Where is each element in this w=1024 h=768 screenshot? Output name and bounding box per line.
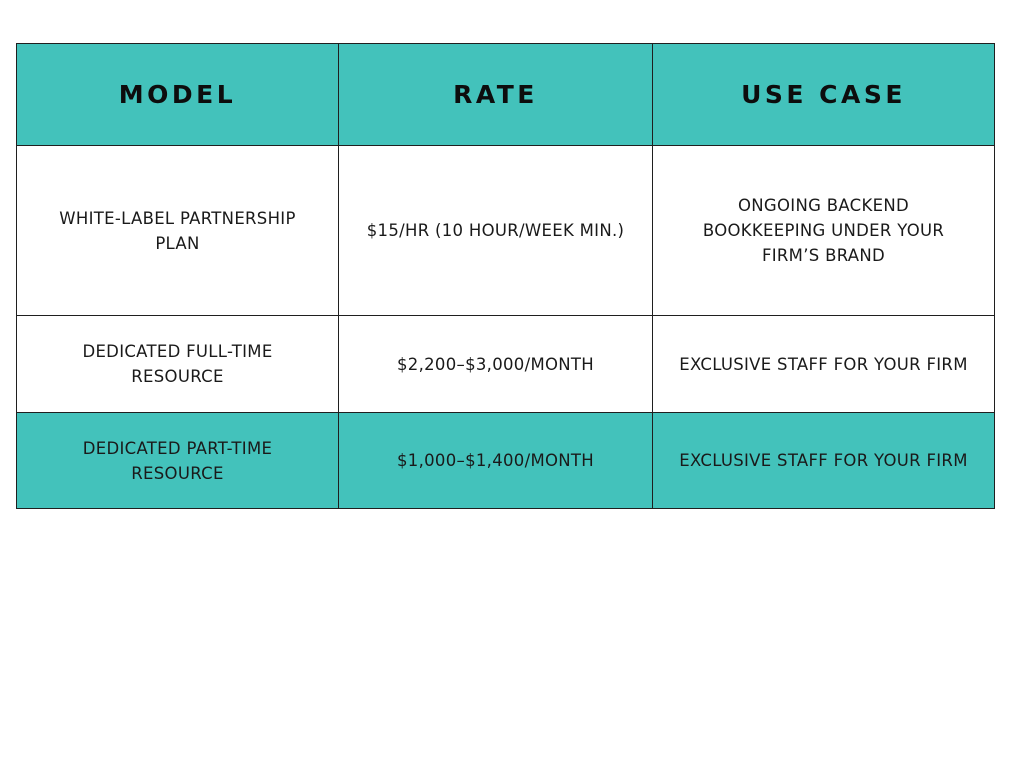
model-text: WHITE-LABEL PARTNERSHIP PLAN	[59, 208, 296, 253]
model-cell	[17, 413, 339, 509]
use-case-cell	[653, 413, 995, 509]
model-text: DEDICATED PART-TIME RESOURCE	[82, 438, 273, 483]
table-row	[17, 146, 995, 316]
use-case-text: EXCLUSIVE STAFF FOR YOUR FIRM	[679, 451, 968, 470]
table-row	[17, 413, 995, 509]
table-header-row	[17, 44, 995, 146]
header-rate: RATE	[339, 44, 653, 146]
use-case-text: EXCLUSIVE STAFF FOR YOUR FIRM	[679, 354, 968, 374]
rate-cell	[339, 316, 653, 413]
rate-cell	[339, 146, 653, 316]
table-row	[17, 316, 995, 413]
header-use-case: USE CASE	[653, 44, 995, 146]
rate-text: $1,000–$1,400/MONTH	[396, 451, 595, 470]
model-cell	[17, 146, 339, 316]
pricing-table	[16, 43, 995, 509]
header-model: MODEL	[17, 44, 339, 146]
model-cell	[17, 316, 339, 413]
rate-cell	[339, 413, 653, 509]
use-case-cell	[653, 316, 995, 413]
rate-text: $15/HR (10 HOUR/WEEK MIN.)	[366, 221, 625, 240]
rate-text: $2,200–$3,000/MONTH	[396, 354, 595, 374]
model-text: DEDICATED FULL-TIME RESOURCE	[82, 342, 273, 386]
use-case-text: ONGOING BACKEND BOOKKEEPING UNDER YOUR FIRM’S BRAND	[702, 196, 945, 265]
use-case-cell	[653, 146, 995, 316]
